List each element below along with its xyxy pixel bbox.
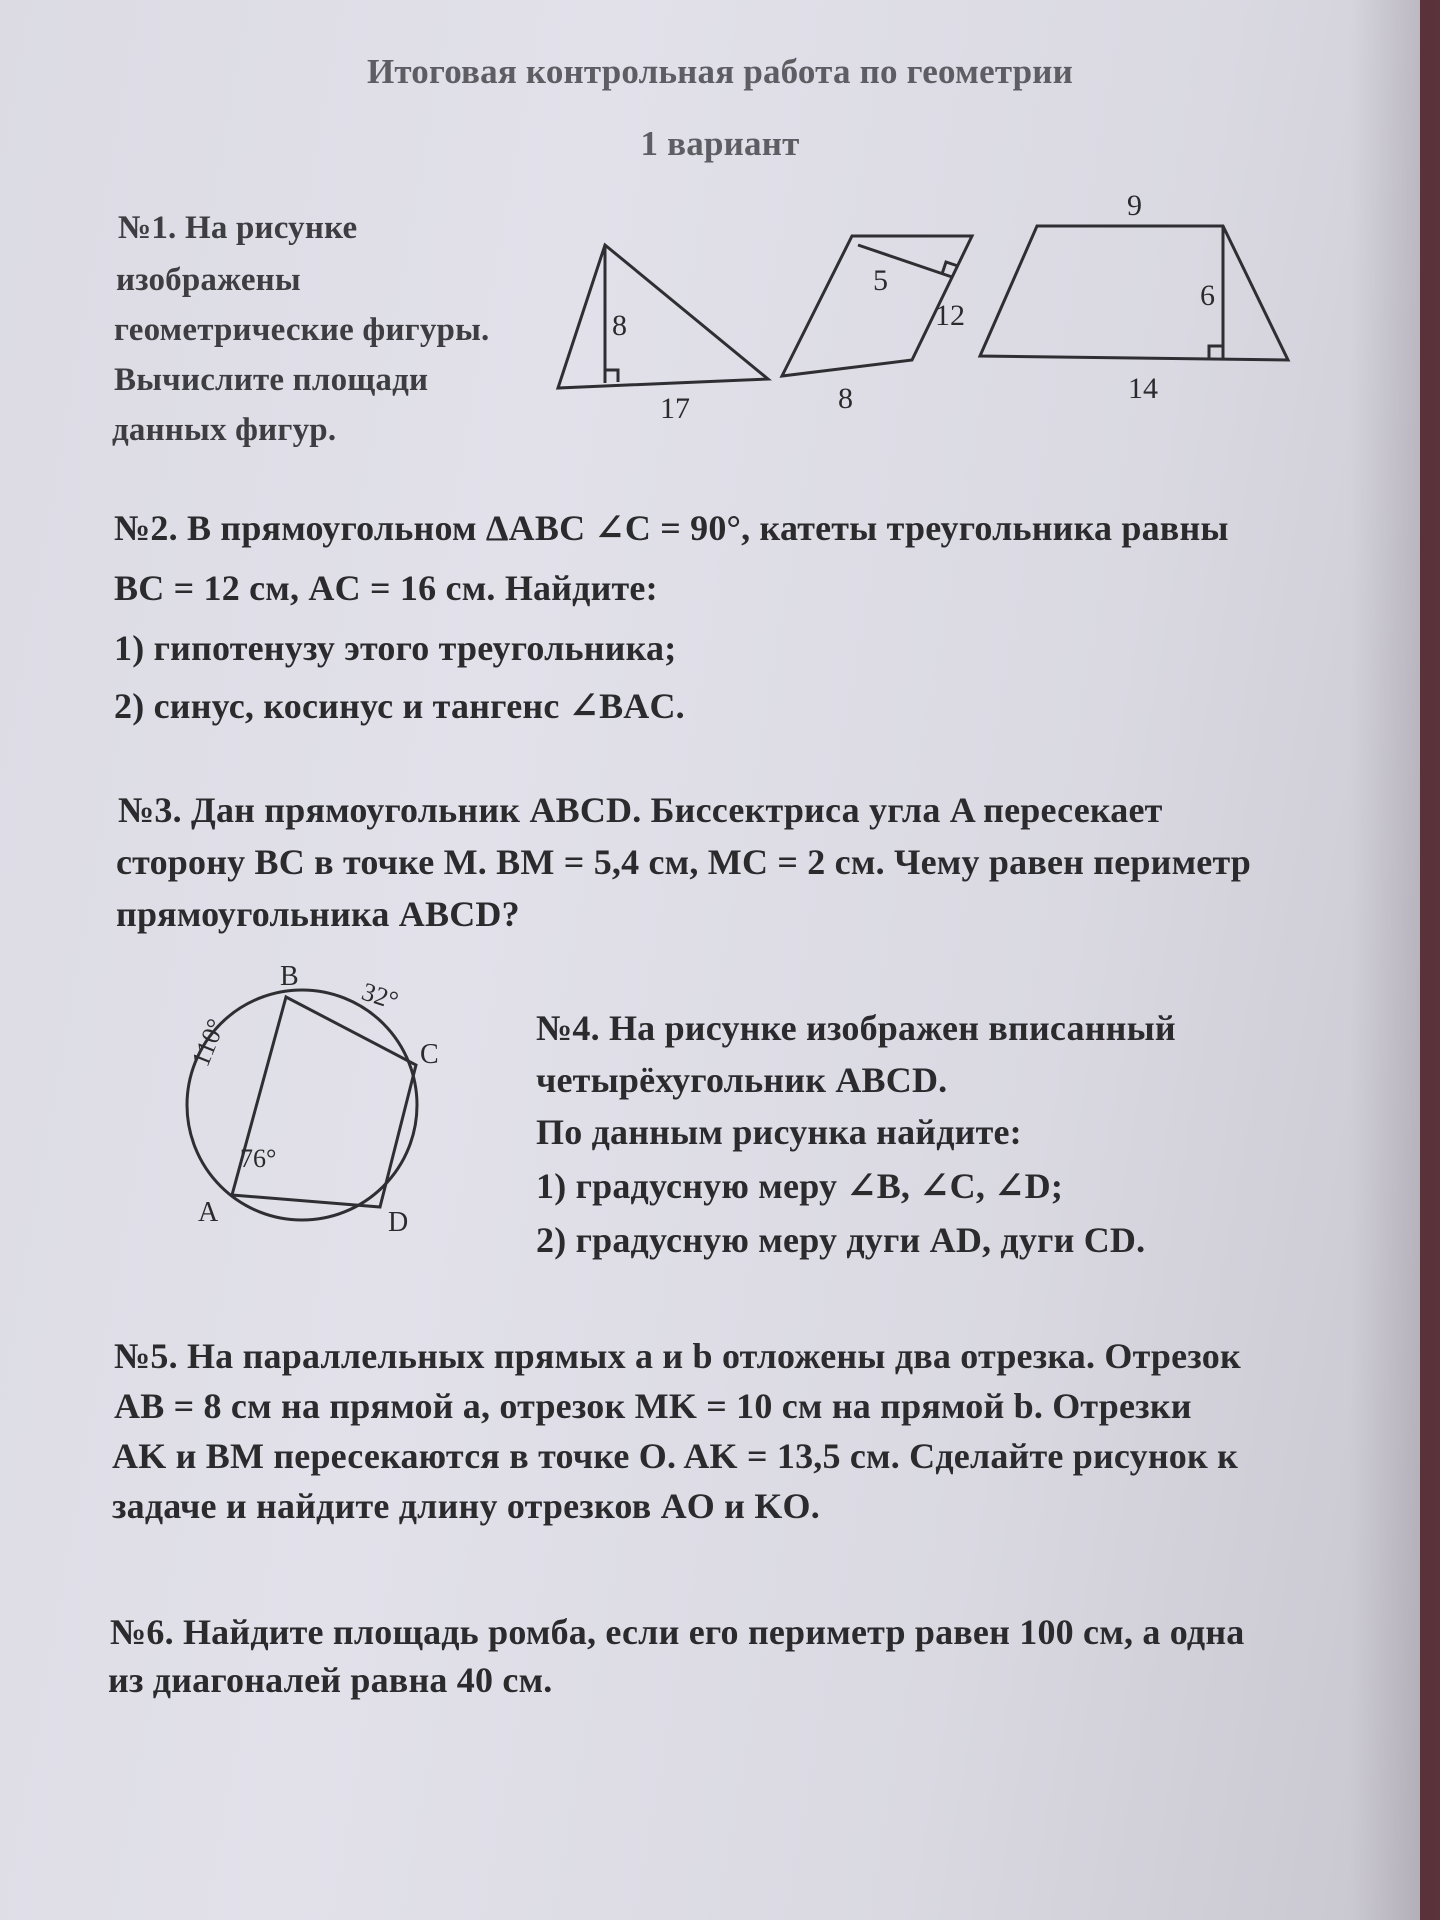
task-2-line: BC = 12 см, AC = 16 см. Найдите: (114, 568, 658, 608)
task-1-line: Вычислите площади (114, 362, 429, 398)
task-3-line: прямоугольника ABCD? (116, 894, 520, 934)
task-5-line: AB = 8 см на прямой a, отрезок MK = 10 см на прямой b. Отрезки (114, 1386, 1192, 1426)
vertex-c-label: C (420, 1039, 439, 1070)
trapezoid-bottom-label: 14 (1128, 372, 1158, 405)
task-2-line: №2. В прямоугольном ΔABC ∠C = 90°, катеты треугольника равны (114, 508, 1229, 548)
task-2-line: 2) синус, косинус и тангенс ∠BAC. (114, 686, 685, 726)
task-5-line: №5. На параллельных прямых a и b отложены два отрезка. Отрезок (114, 1336, 1241, 1376)
task-6-line: №6. Найдите площадь ромба, если его периметр равен 100 см, а одна (110, 1612, 1245, 1652)
task-1-line: данных фигур. (112, 412, 337, 448)
triangle-figure (558, 245, 768, 388)
task-5-line: задаче и найдите длину отрезков AO и KO. (112, 1486, 820, 1526)
page-shadow (1350, 0, 1440, 1920)
vertex-a-label: A (198, 1197, 219, 1228)
vertex-d-label: D (388, 1207, 409, 1238)
task-4-line: 1) градусную меру ∠B, ∠C, ∠D; (536, 1166, 1064, 1206)
task-4-line: четырёхугольник ABCD. (536, 1060, 948, 1100)
triangle-right-angle-mark (605, 370, 618, 382)
task-2-line: 1) гипотенузу этого треугольника; (114, 628, 677, 668)
parallelogram-base-label: 8 (838, 382, 853, 415)
page-title: Итоговая контрольная работа по геометрии (366, 52, 1074, 91)
trapezoid-top-label: 9 (1127, 190, 1142, 222)
triangle-height-label: 8 (612, 309, 627, 342)
trapezoid-figure (980, 226, 1288, 360)
task-3-line: №3. Дан прямоугольник ABCD. Биссектриса угла A пересекает (118, 790, 1163, 830)
task-4-line: 2) градусную меру дуги AD, дуги CD. (536, 1220, 1146, 1260)
vertex-b-label: B (280, 961, 299, 992)
triangle-base-label: 17 (660, 392, 690, 425)
trapezoid-height-label: 6 (1200, 279, 1215, 312)
task-4-line: №4. На рисунке изображен вписанный (536, 1008, 1176, 1048)
task-6-line: из диагоналей равна 40 см. (108, 1660, 553, 1700)
task-1-figures (540, 190, 1320, 430)
task-1-line: №1. На рисунке (118, 210, 358, 246)
parallelogram-side-label: 12 (935, 299, 965, 332)
arc-ab-label: 110° (185, 1014, 231, 1071)
angle-a-label: 76° (240, 1144, 277, 1173)
task-5-line: AK и BM пересекаются в точке O. AK = 13,5 см. Сделайте рисунок к (112, 1436, 1239, 1476)
arc-bc-label: 32° (358, 976, 402, 1016)
task-1-line: изображены (116, 262, 301, 298)
task-4-line: По данным рисунка найдите: (536, 1112, 1022, 1152)
parallelogram-height-label: 5 (873, 264, 888, 297)
task-4-figure (150, 955, 480, 1245)
variant-label: 1 вариант (640, 124, 800, 163)
trapezoid-right-angle-mark (1209, 346, 1223, 358)
task-1-line: геометрические фигуры. (114, 312, 490, 348)
task-3-line: сторону BC в точке M. BM = 5,4 см, MC = 2 см. Чему равен периметр (116, 842, 1252, 882)
